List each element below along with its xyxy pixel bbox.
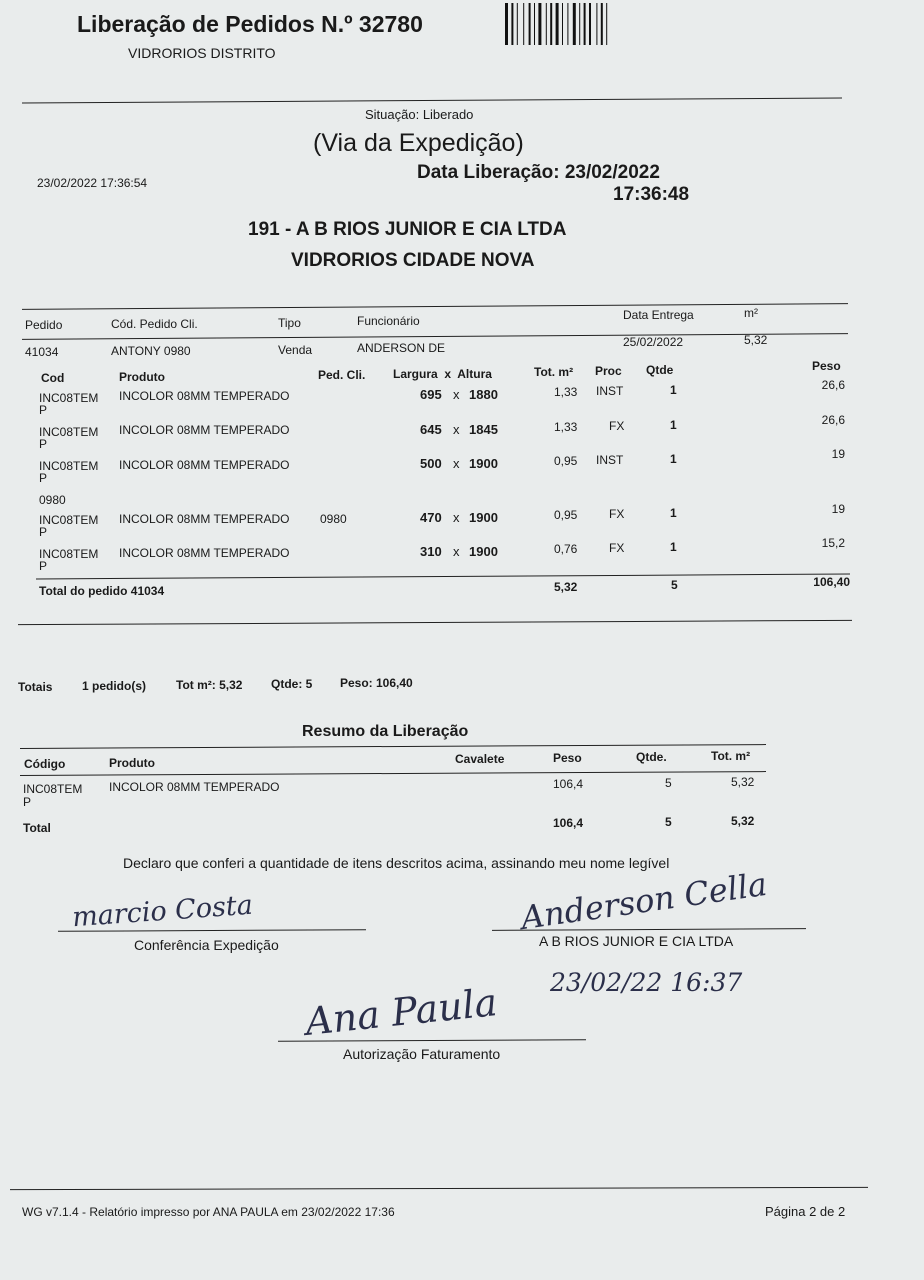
item-cod-suffix: P xyxy=(39,403,48,417)
barcode-icon xyxy=(505,3,649,45)
col-peso: Peso xyxy=(812,359,841,373)
item-proc: FX xyxy=(609,507,625,521)
totais-pedidos: 1 pedido(s) xyxy=(82,679,147,693)
resumo-total-peso: 106,4 xyxy=(553,816,584,830)
order-m2: 5,32 xyxy=(744,333,768,347)
item-peso: 19 xyxy=(831,502,845,516)
footer-line xyxy=(10,1187,868,1190)
item-cod-prefix: 0980 xyxy=(39,493,66,507)
total-pedido-label: Total do pedido 41034 xyxy=(39,584,165,598)
item-produto: INCOLOR 08MM TEMPERADO xyxy=(119,512,290,526)
item-largura: 645 xyxy=(420,422,442,437)
col-cod: Cod xyxy=(41,371,65,385)
resumo-peso: 106,4 xyxy=(553,777,584,791)
items-total-line xyxy=(36,574,850,580)
item-tot-m2: 0,76 xyxy=(554,542,578,556)
data-liberacao-time: 17:36:48 xyxy=(613,184,690,205)
item-largura: 500 xyxy=(420,456,442,471)
item-cod-suffix: P xyxy=(39,559,48,573)
resumo-col-peso: Peso xyxy=(553,751,582,765)
item-tot-m2: 1,33 xyxy=(554,420,578,434)
order-top-line xyxy=(22,303,848,310)
item-qtde: 1 xyxy=(670,506,677,520)
declaration-text: Declaro que conferi a quantidade de itens descritos acima, assinando meu nome legível xyxy=(123,855,670,871)
item-altura: 1900 xyxy=(469,544,498,559)
col-funcionario: Funcionário xyxy=(357,314,420,328)
resumo-total-qtde: 5 xyxy=(665,815,672,829)
total-pedido-peso: 106,40 xyxy=(813,575,850,589)
autorizacao-label: Autorização Faturamento xyxy=(343,1046,501,1062)
item-altura: 1900 xyxy=(469,456,498,471)
item-produto: INCOLOR 08MM TEMPERADO xyxy=(119,389,290,403)
col-tot-m2: Tot. m² xyxy=(534,365,574,379)
item-altura: 1900 xyxy=(469,510,498,525)
item-proc: INST xyxy=(596,453,624,467)
item-produto: INCOLOR 08MM TEMPERADO xyxy=(119,423,290,437)
item-proc: FX xyxy=(609,419,625,433)
resumo-title: Resumo da Liberação xyxy=(302,723,469,740)
item-cod: INC08TEM xyxy=(39,391,99,405)
order-cod-pedido-cli: ANTONY 0980 xyxy=(111,344,191,358)
item-qtde: 1 xyxy=(670,452,677,466)
col-cod-pedido-cli: Cód. Pedido Cli. xyxy=(111,317,198,331)
handwritten-datetime: 23/02/22 16:37 xyxy=(550,968,743,997)
client-store: VIDRORIOS CIDADE NOVA xyxy=(291,250,535,271)
conferencia-signature: marcio Costa xyxy=(71,889,254,934)
data-liberacao: Data Liberação: 23/02/2022 xyxy=(417,162,660,183)
order-pedido: 41034 xyxy=(25,345,59,359)
item-proc: INST xyxy=(596,384,624,398)
item-peso: 26,6 xyxy=(821,378,845,392)
conferencia-label: Conferência Expedição xyxy=(134,937,279,953)
item-x: x xyxy=(453,510,460,525)
item-altura: 1880 xyxy=(469,387,498,402)
print-datetime: 23/02/2022 17:36:54 xyxy=(37,176,148,190)
resumo-cod: INC08TEM xyxy=(23,782,83,796)
totais-qtde: Qtde: 5 xyxy=(271,677,313,691)
resumo-col-qtde: Qtde. xyxy=(636,750,667,764)
client-signature: Anderson Cella xyxy=(518,864,770,938)
autorizacao-signature: Ana Paula xyxy=(303,980,500,1044)
order-data-entrega: 25/02/2022 xyxy=(623,335,684,349)
order-funcionario: ANDERSON DE xyxy=(357,341,446,355)
col-produto: Produto xyxy=(119,370,165,384)
via-label: (Via da Expedição) xyxy=(313,129,524,157)
item-peso: 15,2 xyxy=(821,536,845,550)
col-m2: m² xyxy=(744,306,758,320)
item-x: x xyxy=(453,422,460,437)
item-produto: INCOLOR 08MM TEMPERADO xyxy=(119,458,290,472)
resumo-col-tot-m2: Tot. m² xyxy=(711,749,751,763)
total-pedido-m2: 5,32 xyxy=(554,580,578,594)
item-qtde: 1 xyxy=(670,383,677,397)
item-peso: 19 xyxy=(831,447,845,461)
item-ped-cli: 0980 xyxy=(320,512,347,526)
header-divider xyxy=(22,97,842,103)
resumo-total-label: Total xyxy=(23,821,51,835)
col-qtde: Qtde xyxy=(646,363,674,377)
order-tipo: Venda xyxy=(278,343,313,357)
order-header-line xyxy=(22,333,848,340)
item-qtde: 1 xyxy=(670,418,677,432)
item-largura: 470 xyxy=(420,510,442,525)
item-largura: 310 xyxy=(420,544,442,559)
item-peso: 26,6 xyxy=(821,413,845,427)
page-number: Página 2 de 2 xyxy=(765,1204,846,1219)
resumo-top-line xyxy=(20,744,766,749)
item-cod-suffix: P xyxy=(39,525,48,539)
col-ped-cli: Ped. Cli. xyxy=(318,368,366,382)
item-cod: INC08TEM xyxy=(39,547,99,561)
document-title: Liberação de Pedidos N.º 32780 xyxy=(77,11,423,37)
resumo-cod-suffix: P xyxy=(23,795,32,809)
resumo-col-cavalete: Cavalete xyxy=(455,752,505,766)
item-cod: INC08TEM xyxy=(39,459,99,473)
company-name: VIDRORIOS DISTRITO xyxy=(128,45,276,61)
item-cod: INC08TEM xyxy=(39,425,99,439)
item-x: x xyxy=(453,456,460,471)
item-qtde: 1 xyxy=(670,540,677,554)
totais-label: Totais xyxy=(18,680,53,694)
resumo-produto: INCOLOR 08MM TEMPERADO xyxy=(109,780,280,794)
col-pedido: Pedido xyxy=(25,318,63,332)
item-tot-m2: 0,95 xyxy=(554,508,578,522)
item-produto: INCOLOR 08MM TEMPERADO xyxy=(119,546,290,560)
totais-peso: Peso: 106,40 xyxy=(340,676,413,690)
situacao-label: Situação: Liberado xyxy=(365,107,474,122)
footer-print-info: WG v7.1.4 - Relatório impresso por ANA PAULA em 23/02/2022 17:36 xyxy=(22,1205,395,1219)
resumo-qtde: 5 xyxy=(665,776,672,790)
resumo-total-m2: 5,32 xyxy=(731,814,755,828)
resumo-col-produto: Produto xyxy=(109,756,155,770)
item-x: x xyxy=(453,387,460,402)
resumo-col-codigo: Código xyxy=(24,757,66,771)
item-cod-suffix: P xyxy=(39,437,48,451)
resumo-tot-m2: 5,32 xyxy=(731,775,755,789)
item-altura: 1845 xyxy=(469,422,498,437)
item-x: x xyxy=(453,544,460,559)
client-name: 191 - A B RIOS JUNIOR E CIA LTDA xyxy=(248,219,567,240)
col-largura-altura: Largura x Altura xyxy=(393,367,492,381)
item-largura: 695 xyxy=(420,387,442,402)
item-tot-m2: 1,33 xyxy=(554,385,578,399)
col-tipo: Tipo xyxy=(278,316,301,330)
item-tot-m2: 0,95 xyxy=(554,454,578,468)
items-bottom-line xyxy=(18,620,852,625)
item-proc: FX xyxy=(609,541,625,555)
client-signature-label: A B RIOS JUNIOR E CIA LTDA xyxy=(539,933,734,949)
autorizacao-line xyxy=(278,1039,586,1042)
col-proc: Proc xyxy=(595,364,622,378)
conferencia-line xyxy=(58,929,366,932)
item-cod-suffix: P xyxy=(39,471,48,485)
resumo-header-line xyxy=(20,771,766,776)
item-cod: INC08TEM xyxy=(39,513,99,527)
totais-m2: Tot m²: 5,32 xyxy=(176,678,243,692)
col-data-entrega: Data Entrega xyxy=(623,308,694,322)
total-pedido-qtde: 5 xyxy=(671,578,678,592)
